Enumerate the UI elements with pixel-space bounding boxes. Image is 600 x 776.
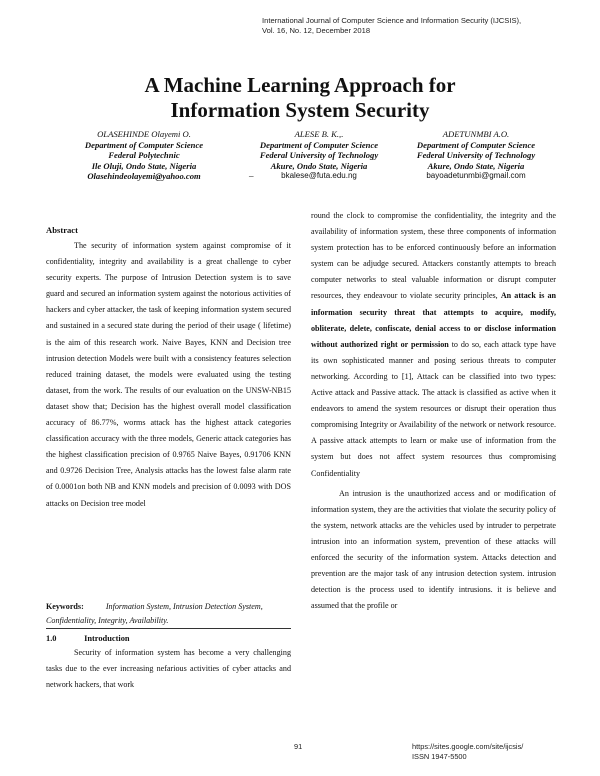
keywords-label: Keywords: <box>46 602 84 611</box>
author-department: Department of Computer Science <box>259 139 379 150</box>
page-number: 91 <box>294 742 303 751</box>
section-number: 1.0 <box>46 634 57 643</box>
attack-definition: An attack is an information security threat that attempts to acquire, modify, obliterate, delete, confiscate, denial access to or disclose information without authorized right or permission <box>311 291 556 349</box>
author-location: Ile Oluji, Ondo State, Nigeria <box>91 160 197 171</box>
paper-title-line2: Information System Security <box>170 98 430 122</box>
abstract-text: The security of information system against compromise of it confidentiality, integrity and availability is a great challenge to cyber security experts. The purpose of Intrusion Detection system is to save guard and secured an information system against the notorious activities of hackers and cyber attacker, the task of keeping information system secured and sustained in a secured state during the period of their usage ( lifetime) is the aim of this research work. Naive Bayes, KNN and Decision tree intrusion detection Models were built with a consistency features selection reduced training dataset, the models were evaluated using the testing dataset, from the work. The results of our evaluation on the UNSW-NB15 dataset show that; Decision has the highest overall model classification accuracy of 86.77%, worms attack has the highest attack categories classification accuracy with the three models, Generic attack categories has the highest classification precision of 0.9765 Naive Bayes, 0.91706 KNN and 0.9726 Decision Tree, Analysis attacks has the lowest false alarm rate of 0.0001on both NB and KNN models and precision of 0.0093 with DOS attacks on Decision tree model <box>46 241 291 508</box>
author-separator: _ <box>249 168 254 178</box>
paper-title <box>0 73 600 123</box>
author-location: Akure, Ondo State, Nigeria <box>270 160 368 171</box>
section-title: Introduction <box>84 634 130 643</box>
author-institution: Federal Polytechnic <box>108 150 180 161</box>
journal-header-line1: International Journal of Computer Science and Information Security (IJCSIS), <box>262 16 522 25</box>
author-department: Department of Computer Science <box>84 139 204 150</box>
right-column-paragraph-1 <box>311 208 556 482</box>
right-column <box>311 208 556 614</box>
author-location: Akure, Ondo State, Nigeria <box>427 160 525 171</box>
keywords-text: Information System, Intrusion Detection System, Confidentiality, Integrity, Availability. <box>46 602 263 625</box>
author-block-2 <box>240 129 398 182</box>
section-heading-introduction <box>46 634 130 643</box>
author-institution: Federal University of Technology <box>259 150 379 161</box>
footer-url[interactable]: https://sites.google.com/site/ijcsis/ <box>412 742 524 751</box>
abstract-body <box>46 238 291 512</box>
author-name: OLASEHINDE Olayemi O. <box>97 129 191 139</box>
footer-info <box>412 742 523 762</box>
keywords <box>46 600 291 627</box>
author-name: ALESE B. K.,. <box>294 129 344 139</box>
footer-issn: ISSN 1947-5500 <box>412 752 467 761</box>
introduction-body <box>46 645 291 693</box>
journal-header <box>262 16 521 36</box>
introduction-paragraph: Security of information system has become a very challenging tasks due to the ever increasing nefarious activities of cyber attacks and network hackers, that work <box>46 648 291 690</box>
author-block-1 <box>46 129 242 182</box>
keywords-divider <box>46 628 291 629</box>
author-email[interactable]: bayoadetunmbi@gmail.com <box>426 171 526 181</box>
paragraph-text: to do so, each attack type have its own sophisticated manner and posing serious threats to computer networking. According to [1], Attack can be classified into two types: Active attack and Passive attack. The attack is classified as active when it endeavors to amend the system resources or disrupt their operation thus compromising Integrity or Availability of the network or network resource. A passive attack attempts to learn or make use of information from the system but does not affect system resources thus compromising Confidentiality <box>311 339 557 478</box>
author-institution: Federal University of Technology <box>416 150 536 161</box>
author-department: Department of Computer Science <box>416 139 536 150</box>
author-email[interactable]: bkalese@futa.edu.ng <box>281 171 357 181</box>
author-email[interactable]: Olasehindeolayemi@yahoo.com <box>87 171 201 182</box>
paper-title-line1: A Machine Learning Approach for <box>144 73 456 97</box>
paragraph-text: round the clock to compromise the confidentiality, the integrity and the availability of information system, these three components of information system protection has to be enforced continuously before an information system can be adjudge secured. Attackers constantly attempts to breach computer networks to steal valuable information or disrupt computer resources, they endeavour to violate security principles, <box>311 211 556 301</box>
right-column-paragraph-2: An intrusion is the unauthorized access and or modification of information system, they are the activities that violate the security policy of the system, network attacks are the vehicles used by intruder to perpetrate intrusion into an information system, prevention of these attacks will enforced the security of the information system. Attacks detection and prevention are the major task of any intrusion detection system. intrusion detection is the process used to identify intrusions. it is believe and assumed that the profile or <box>311 488 556 611</box>
author-name: ADETUNMBI A.O. <box>442 129 510 139</box>
journal-header-line2: Vol. 16, No. 12, December 2018 <box>262 26 371 35</box>
abstract-heading: Abstract <box>46 225 78 235</box>
author-block-3 <box>396 129 556 182</box>
